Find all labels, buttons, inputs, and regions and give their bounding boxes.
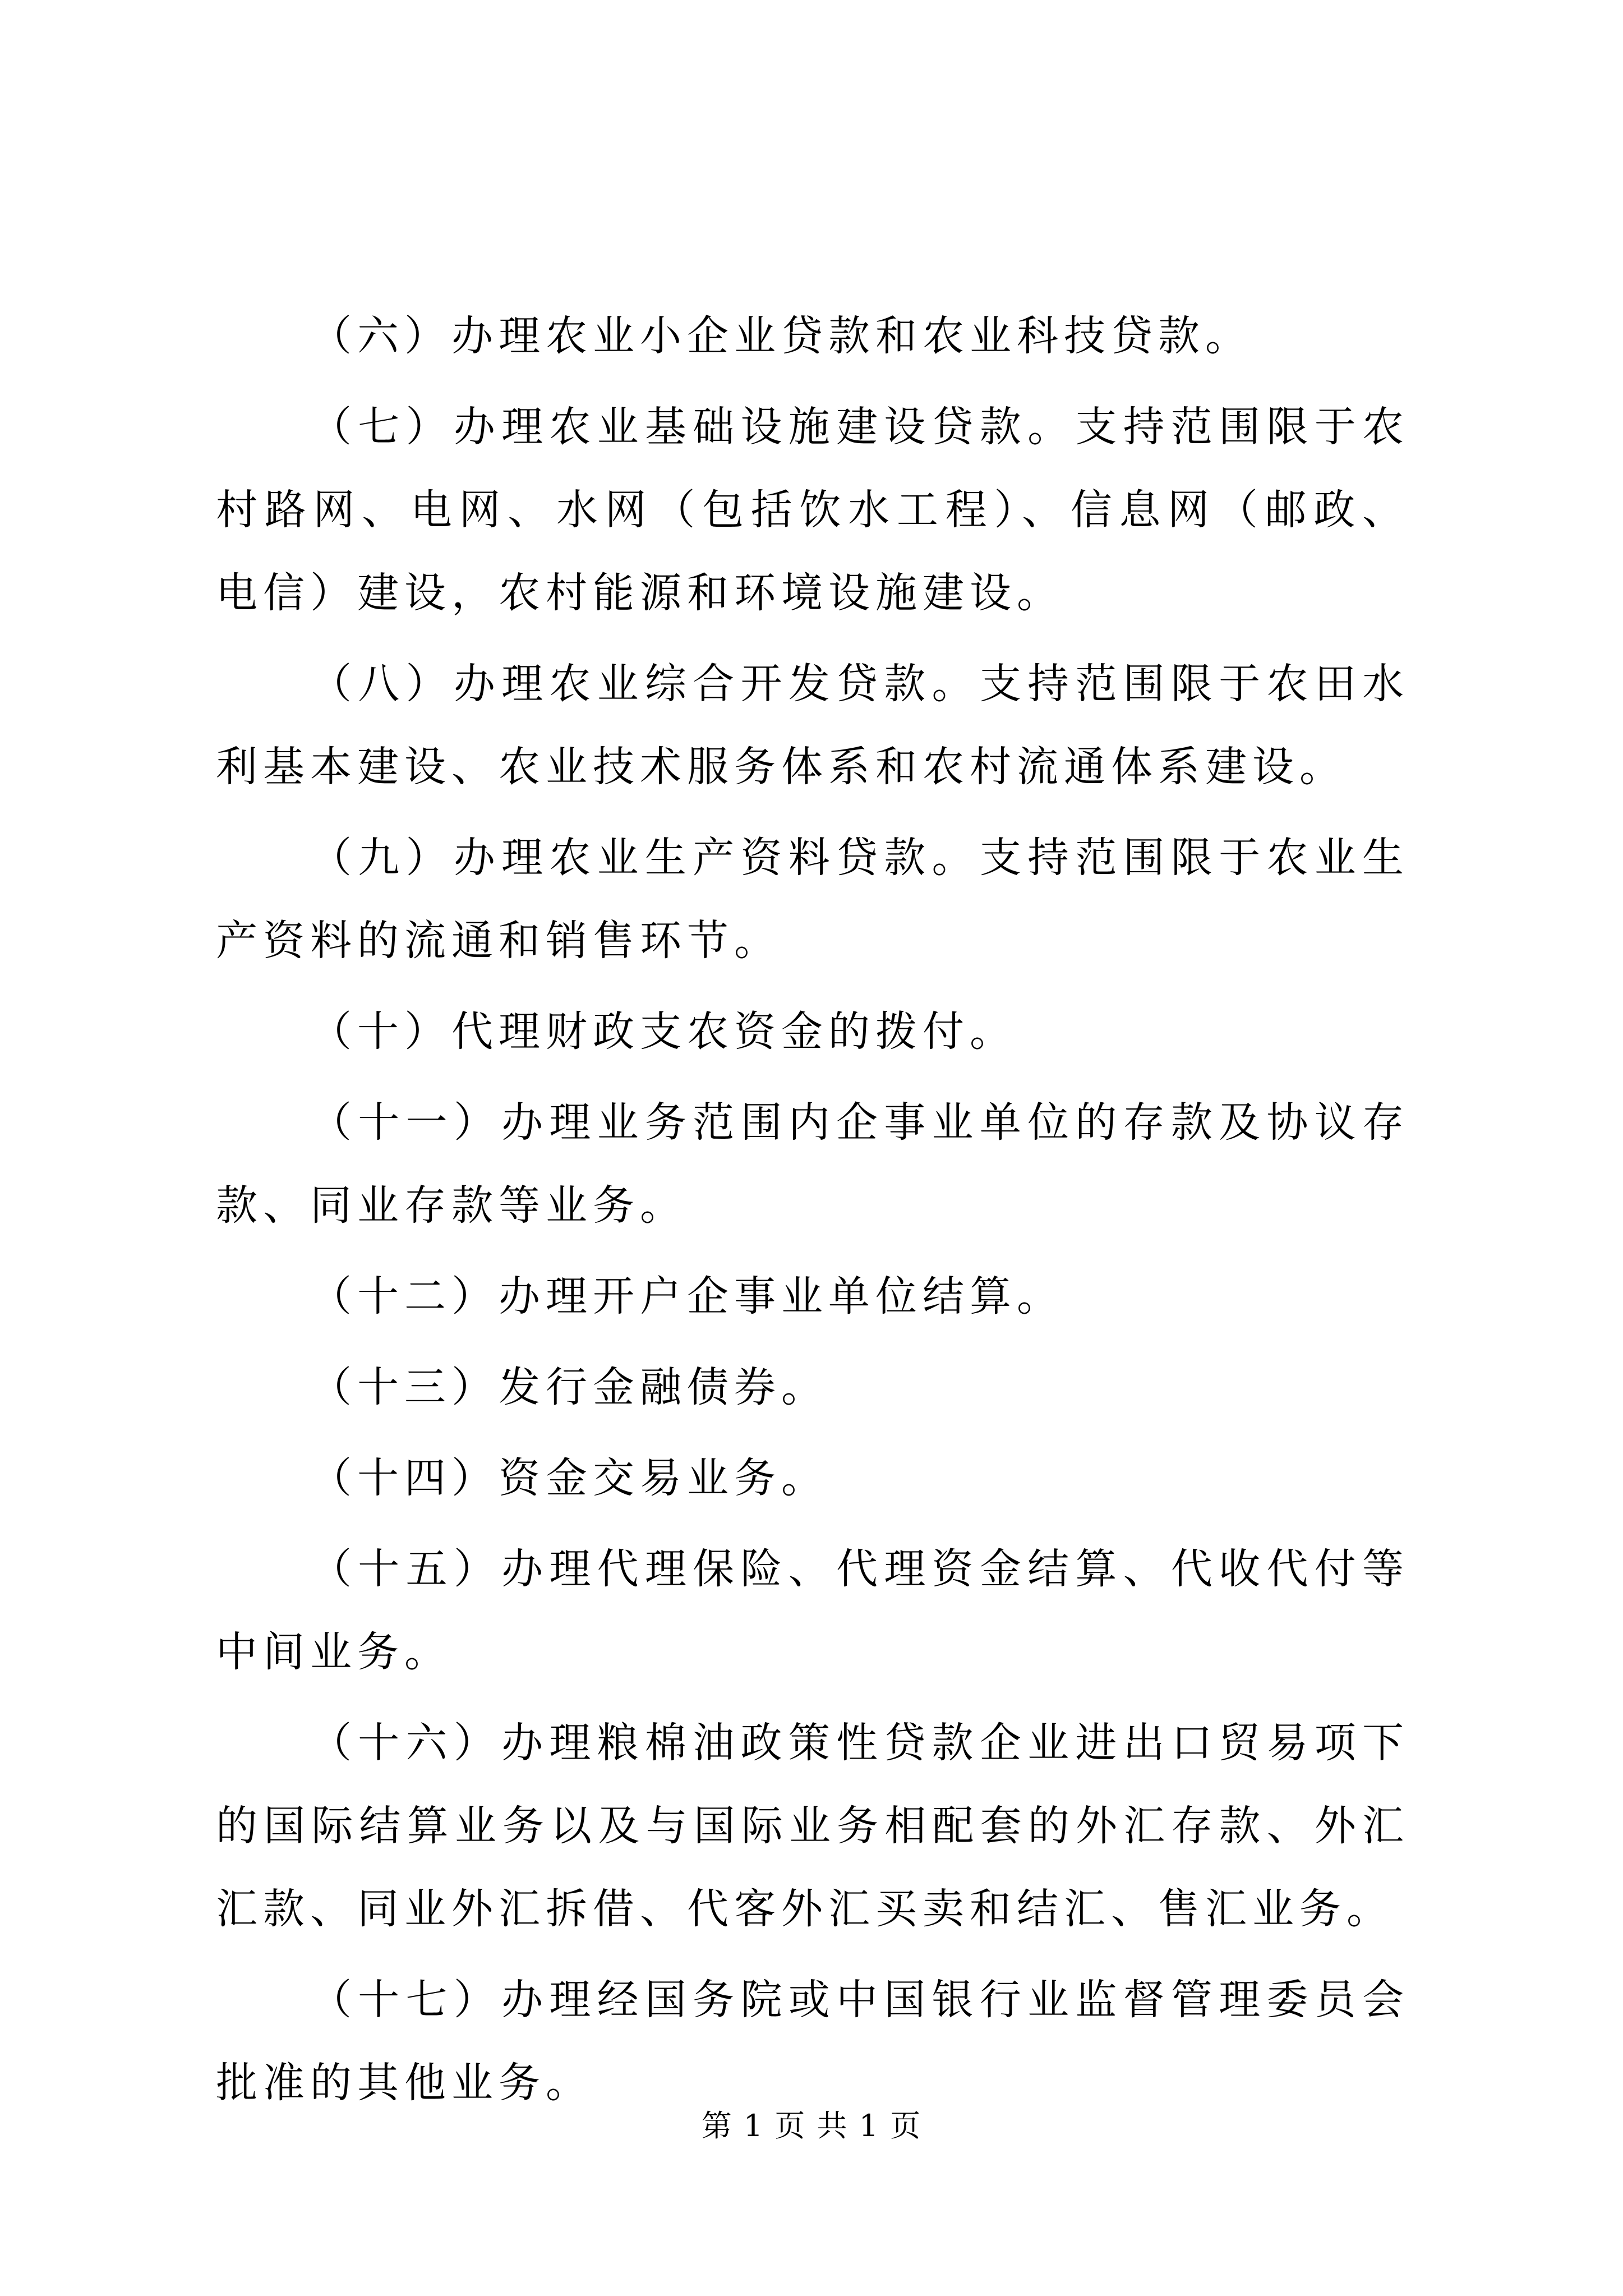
paragraph-13: （十三）发行金融债券。: [310, 1363, 828, 1411]
paragraph-11: （十一）办理业务范围内企事业单位的存款及协议存款、同业存款等业务。: [216, 1098, 1409, 1230]
paragraph-16: （十六）办理粮棉油政策性贷款企业进出口贸易项下的国际结算业务以及与国际业务相配套的外汇存款、外汇汇款、同业外汇拆借、代客外汇买卖和结汇、售汇业务。: [216, 1719, 1409, 1933]
page-footer: [0, 2106, 1623, 2146]
paragraph-9: （九）办理农业生产资料贷款。支持范围限于农业生产资料的流通和销售环节。: [216, 834, 1409, 965]
paragraph-7: （七）办理农业基础设施建设贷款。支持范围限于农村路网、电网、水网（包括饮水工程）、信息网（邮政、电信）建设，农村能源和环境设施建设。: [216, 403, 1409, 617]
paragraph-15: （十五）办理代理保险、代理资金结算、代收代付等中间业务。: [216, 1545, 1409, 1676]
paragraph-6: （六）办理农业小企业贷款和农业科技贷款。: [310, 312, 1252, 360]
document-body: [216, 295, 1409, 2132]
paragraph-8: （八）办理农业综合开发贷款。支持范围限于农田水利基本建设、农业技术服务体系和农村流通体系建设。: [216, 660, 1409, 791]
paragraph-14: （十四）资金交易业务。: [310, 1454, 828, 1502]
paragraph-12: （十二）办理开户企事业单位结算。: [310, 1272, 1064, 1320]
page-number-label: 第 1 页 共 1 页: [701, 2108, 922, 2143]
paragraph-17: （十七）办理经国务院或中国银行业监督管理委员会批准的其他业务。: [216, 1976, 1409, 2107]
paragraph-10: （十）代理财政支农资金的拨付。: [310, 1007, 1017, 1056]
